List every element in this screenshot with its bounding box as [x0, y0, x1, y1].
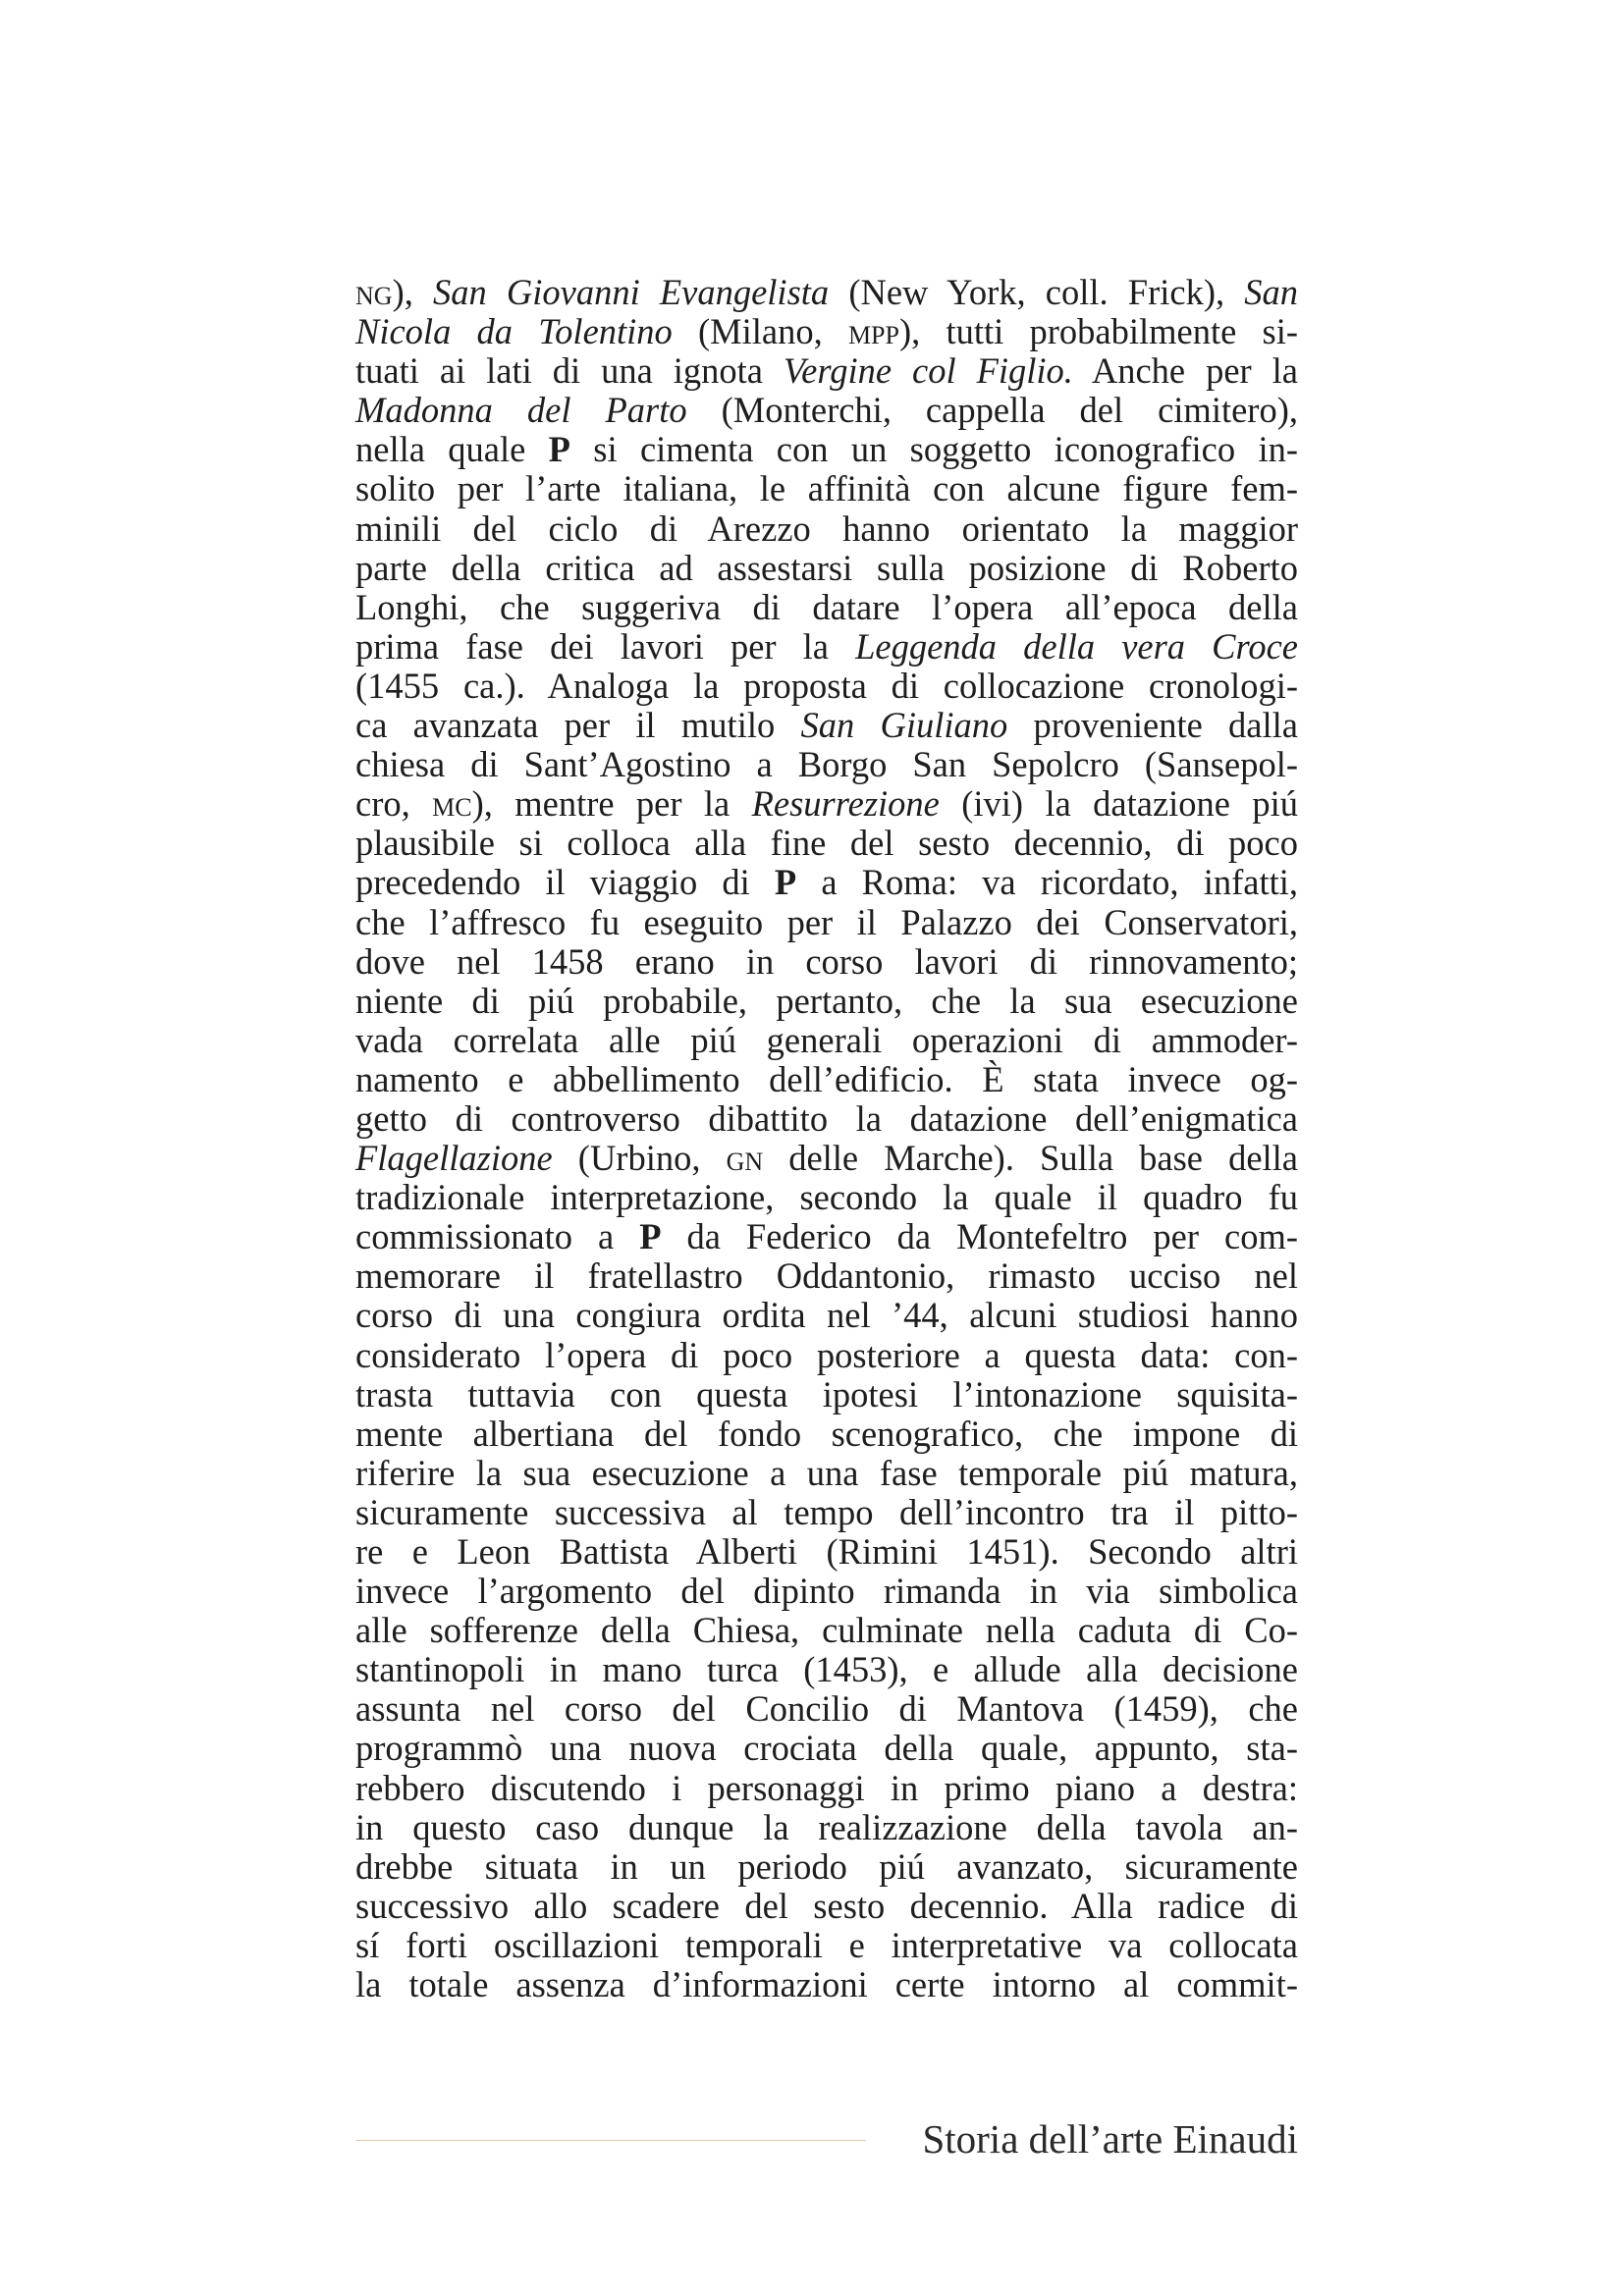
- text-segment: Longhi, che suggeriva di datare l’opera all’epoca della: [355, 586, 1298, 627]
- text-line: [355, 1572, 1298, 1611]
- italic-title: Flagellazione: [355, 1138, 553, 1179]
- text-segment: memorare il fratellastro Oddantonio, rimasto ucciso nel: [355, 1255, 1298, 1297]
- text-line: [355, 1099, 1298, 1139]
- text-line: [355, 351, 1298, 391]
- text-segment: parte della critica ad assestarsi sulla posizione di Roberto: [355, 547, 1298, 588]
- text-line: [355, 1139, 1298, 1178]
- artist-initial: P: [548, 429, 570, 470]
- text-segment: ), mentre per la: [471, 783, 752, 825]
- text-line: [355, 745, 1298, 784]
- text-line: [355, 588, 1298, 627]
- text-segment: riferire la sua esecuzione a una fase temporale piú matura,: [355, 1452, 1298, 1493]
- text-segment: (ivi) la datazione piú: [939, 783, 1298, 825]
- text-segment: rebbero discutendo i personaggi in primo piano a destra:: [355, 1767, 1298, 1808]
- text-line: [355, 1769, 1298, 1808]
- text-line: [355, 1021, 1298, 1060]
- text-segment: getto di controverso dibattito la datazione dell’enigmatica: [355, 1097, 1298, 1139]
- text-line: [355, 706, 1298, 745]
- italic-title: Nicola da Tolentino: [355, 311, 673, 352]
- text-segment: solito per l’arte italiana, le affinità con alcune figure fem-: [355, 468, 1298, 509]
- text-line: [355, 942, 1298, 982]
- text-segment: trasta tuttavia con questa ipotesi l’intonazione squisita-: [355, 1373, 1298, 1415]
- text-line: [355, 1965, 1298, 2004]
- text-line: [355, 1611, 1298, 1650]
- text-segment: minili del ciclo di Arezzo hanno orientato la maggior: [355, 507, 1298, 549]
- text-line: [355, 1336, 1298, 1375]
- text-line: [355, 1729, 1298, 1768]
- text-line: [355, 627, 1298, 667]
- artist-initial: P: [639, 1216, 662, 1257]
- text-segment: vada correlata alle piú generali operazioni di ammoder-: [355, 1019, 1298, 1060]
- text-segment: successivo allo scadere del sesto decennio. Alla radice di: [355, 1885, 1298, 1926]
- text-line: [355, 469, 1298, 508]
- text-segment: la totale assenza d’informazioni certe intorno al commit-: [355, 1964, 1298, 2005]
- text-line: [355, 391, 1298, 430]
- text-line: [355, 312, 1298, 351]
- italic-title: San Giuliano: [800, 705, 1008, 746]
- italic-title: San Giovanni Evangelista: [432, 272, 830, 312]
- text-segment: precedendo il viaggio di: [355, 862, 775, 903]
- text-segment: (Urbino,: [552, 1138, 727, 1179]
- artist-initial: P: [774, 862, 797, 903]
- text-line: [355, 1650, 1298, 1689]
- text-segment: ca avanzata per il mutilo: [355, 705, 801, 746]
- text-segment: drebbe situata in un periodo piú avanzato, sicuramente: [355, 1845, 1298, 1887]
- italic-title: San: [1244, 272, 1299, 312]
- text-segment: sí forti oscillazioni temporali e interpretative va collocata: [355, 1924, 1298, 1965]
- text-segment: (1455 ca.). Analoga la proposta di collocazione cronologi-: [355, 665, 1298, 706]
- text-line: [355, 1454, 1298, 1493]
- text-segment: assunta nel corso del Concilio di Mantova (1459), che: [355, 1688, 1298, 1730]
- text-line: [355, 509, 1298, 549]
- text-segment: sicuramente successiva al tempo dell’incontro tra il pitto-: [355, 1491, 1298, 1532]
- text-line: [355, 273, 1298, 312]
- text-segment: invece l’argomento del dipinto rimanda in via simbolica: [355, 1571, 1298, 1612]
- museum-abbreviation: mc: [432, 783, 472, 825]
- text-segment: nella quale: [355, 429, 549, 470]
- text-line: [355, 903, 1298, 942]
- text-line: [355, 1493, 1298, 1532]
- text-line: [355, 1847, 1298, 1887]
- text-segment: ),: [392, 272, 433, 312]
- italic-title: Resurrezione: [751, 783, 940, 825]
- text-line: [355, 667, 1298, 706]
- text-line: [355, 1060, 1298, 1099]
- text-line: [355, 1217, 1298, 1256]
- text-line: [355, 549, 1298, 588]
- text-segment: alle sofferenze della Chiesa, culminate nella caduta di Co-: [355, 1610, 1298, 1651]
- text-segment: proveniente dalla: [1007, 705, 1298, 746]
- text-line: [355, 1887, 1298, 1926]
- text-line: [355, 1415, 1298, 1454]
- text-line: [355, 430, 1298, 469]
- text-segment: chiesa di Sant’Agostino a Borgo San Sepolcro (Sansepol-: [355, 744, 1298, 785]
- text-segment: da Federico da Montefeltro per com-: [661, 1216, 1298, 1257]
- text-segment: cro,: [355, 783, 433, 825]
- text-segment: (Monterchi, cappella del cimitero),: [686, 390, 1298, 431]
- text-segment: (Milano,: [672, 311, 848, 352]
- text-line: [355, 1256, 1298, 1296]
- text-segment: plausibile si colloca alla fine del sesto decennio, di poco: [355, 823, 1298, 864]
- text-segment: commissionato a: [355, 1216, 640, 1257]
- text-segment: re e Leon Battista Alberti (Rimini 1451). Secondo altri: [355, 1531, 1298, 1572]
- text-segment: dove nel 1458 erano in corso lavori di rinnovamento;: [355, 940, 1298, 982]
- footer-rule: [355, 2140, 866, 2141]
- text-line: [355, 1808, 1298, 1847]
- text-segment: prima fase dei lavori per la: [355, 625, 856, 667]
- footer-title: Storia dell’arte Einaudi: [922, 2116, 1298, 2162]
- museum-abbreviation: ng: [355, 272, 393, 312]
- text-line: [355, 1296, 1298, 1335]
- text-segment: stantinopoli in mano turca (1453), e allude alla decisione: [355, 1649, 1298, 1690]
- text-segment: Anche per la: [1072, 350, 1298, 392]
- text-segment: si cimenta con un soggetto iconografico in-: [569, 429, 1298, 470]
- text-line: [355, 1689, 1298, 1729]
- italic-title: Vergine col Figlio.: [783, 350, 1073, 392]
- text-line: [355, 1375, 1298, 1415]
- text-segment: ), tutti probabilmente si-: [898, 311, 1298, 352]
- body-text: [355, 273, 1298, 2004]
- text-line: [355, 1926, 1298, 1965]
- text-line: [355, 863, 1298, 902]
- text-segment: tuati ai lati di una ignota: [355, 350, 784, 392]
- text-line: [355, 784, 1298, 824]
- italic-title: Leggenda della vera Croce: [855, 625, 1298, 667]
- text-line: [355, 982, 1298, 1021]
- text-segment: in questo caso dunque la realizzazione della tavola an-: [355, 1806, 1298, 1847]
- text-segment: programmò una nuova crociata della quale, appunto, sta-: [355, 1728, 1298, 1769]
- text-line: [355, 824, 1298, 863]
- text-line: [355, 1532, 1298, 1572]
- text-segment: delle Marche). Sulla base della: [763, 1138, 1298, 1179]
- text-segment: a Roma: va ricordato, infatti,: [796, 862, 1298, 903]
- text-line: [355, 1178, 1298, 1217]
- text-segment: che l’affresco fu eseguito per il Palazzo dei Conservatori,: [355, 901, 1298, 942]
- text-segment: (New York, coll. Frick),: [829, 272, 1245, 312]
- text-segment: niente di piú probabile, pertanto, che la sua esecuzione: [355, 980, 1298, 1021]
- text-segment: corso di una congiura ordita nel ’44, alcuni studiosi hanno: [355, 1295, 1298, 1336]
- text-segment: namento e abbellimento dell’edificio. È stata invece og-: [355, 1058, 1298, 1099]
- text-segment: mente albertiana del fondo scenografico, che impone di: [355, 1413, 1298, 1454]
- text-segment: considerato l’opera di poco posteriore a questa data: con-: [355, 1334, 1298, 1375]
- italic-title: Madonna del Parto: [355, 390, 687, 431]
- text-segment: tradizionale interpretazione, secondo la quale il quadro fu: [355, 1177, 1298, 1218]
- museum-abbreviation: gn: [726, 1138, 764, 1179]
- museum-abbreviation: mpp: [847, 311, 899, 352]
